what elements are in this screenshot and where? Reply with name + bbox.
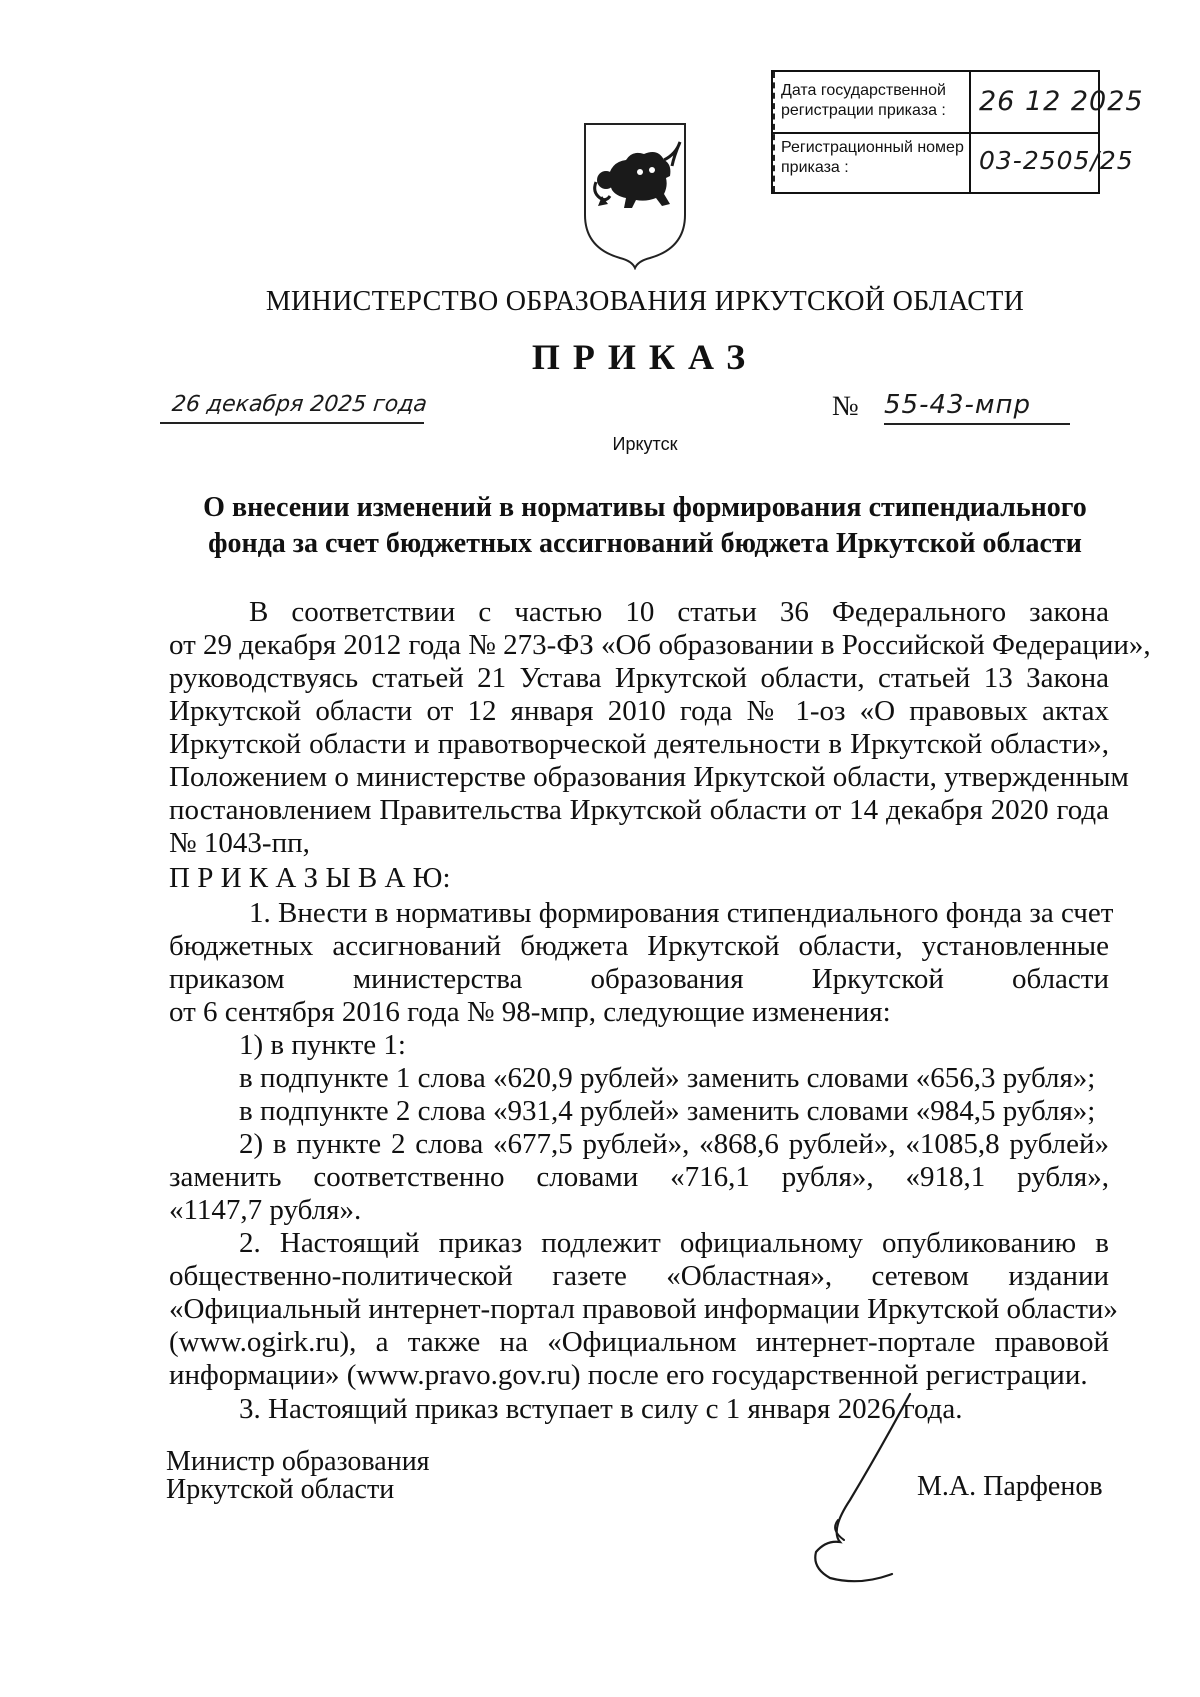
preamble-line: Иркутской области и правотворческой деятельности в Иркутской области», [169,728,1109,760]
item-1-2-line: 2) в пункте 2 слова «677,5 рублей», «868,6 рублей», «1085,8 рублей» [239,1128,1109,1160]
item-2-line: 2. Настоящий приказ подлежит официальному опубликованию в [239,1227,1109,1259]
number-underline [884,423,1070,425]
signer-name: М.А. Парфенов [917,1471,1103,1502]
item-1-line: приказом министерства образования Иркутской области [169,963,1109,995]
item-2-line: (www.ogirk.ru), а также на «Официальном интернет-портале правовой [169,1326,1109,1358]
signer-position-line-2: Иркутской области [166,1474,395,1505]
item-1-line: 1. Внести в нормативы формирования стипендиального фонда за счет [249,897,1114,929]
preamble-line: № 1043-пп, [169,827,310,859]
city: Иркутск [612,434,678,454]
item-2-line: информации» (www.pravo.gov.ru) после его государственной регистрации. [169,1359,1088,1391]
item-2-line: общественно-политической газете «Областная», сетевом издании [169,1260,1109,1292]
registration-date-label: Дата государственной регистрации приказа : [781,82,946,119]
registration-stamp [771,70,1144,194]
item-1-1-b: в подпункте 2 слова «931,4 рублей» заменить словами «984,5 рубля»; [239,1095,1096,1127]
preamble-line: В соответствии с частью 10 статьи 36 Федерального закона [249,596,1109,628]
order-operative-word: П Р И К А З Ы В А Ю: [169,862,451,894]
order-title-line-2: фонда за счет бюджетных ассигнований бюджета Иркутской области [208,528,1082,559]
preamble-line: постановлением Правительства Иркутской области от 14 декабря 2020 года [169,794,1109,826]
handwritten-order-number: 55-43-мпр [884,390,1032,420]
signer-position-line-1: Министр образования [166,1446,430,1477]
registration-number-value: 03-2505/25 [979,146,1134,175]
item-3: 3. Настоящий приказ вступает в силу с 1 января 2026 года. [239,1393,963,1425]
item-1-1: 1) в пункте 1: [239,1029,406,1061]
preamble-line: Иркутской области от 12 января 2010 года № 1-оз «О правовых актах [169,695,1109,727]
item-1-line: от 6 сентября 2016 года № 98-мпр, следующие изменения: [169,996,891,1028]
order-title-line-1: О внесении изменений в нормативы формирования стипендиального [203,492,1087,523]
registration-date-value: 26 12 2025 [979,86,1144,117]
preamble-line: руководствуясь статьей 21 Устава Иркутской области, статьей 13 Закона [169,662,1109,694]
item-1-2-line: «1147,7 рубля». [169,1194,362,1226]
number-sign: № [832,391,859,422]
item-1-1-a: в подпункте 1 слова «620,9 рублей» заменить словами «656,3 рубля»; [239,1062,1096,1094]
item-1-2-line: заменить соответственно словами «716,1 рубля», «918,1 рубля», [169,1161,1109,1193]
preamble-line: Положением о министерстве образования Иркутской области, утвержденным [169,761,1129,793]
item-2-line: «Официальный интернет-портал правовой информации Иркутской области» [169,1293,1118,1325]
ministry-name: МИНИСТЕРСТВО ОБРАЗОВАНИЯ ИРКУТСКОЙ ОБЛАСТИ [265,286,1025,317]
item-1-line: бюджетных ассигнований бюджета Иркутской области, установленные [169,930,1109,962]
irkutsk-coat-of-arms-icon [580,120,690,270]
date-underline [160,422,424,424]
handwritten-order-date: 26 декабря 2025 года [170,392,429,417]
preamble-line: от 29 декабря 2012 года № 273-ФЗ «Об образовании в Российской Федерации», [169,629,1151,661]
registration-number-label: Регистрационный номер приказа : [781,139,964,176]
document-type-heading: ПРИКАЗ [531,337,759,377]
